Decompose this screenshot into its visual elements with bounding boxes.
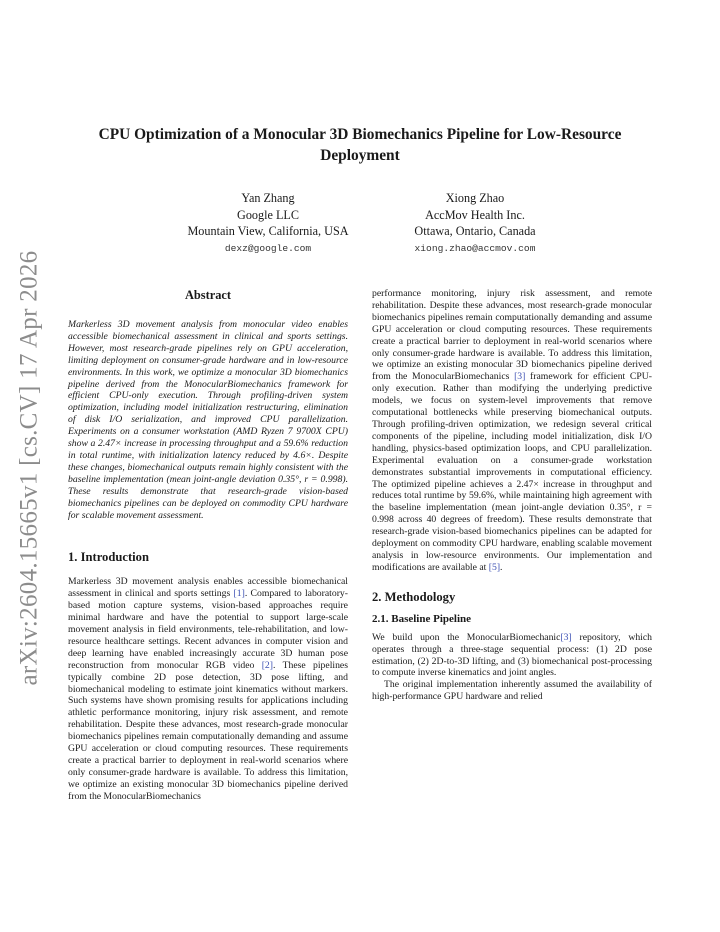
- intro-text-4: framework for efficient CPU-only execution. Rather than modifying the underlying predictive models, we focus on system-level improvements that remove computational bottlenecks while preserving biomechanical outputs. Through profiling-driven optimization, we redesign several critical components of the pipeline, including model initialization, disk I/O handling, physics-based optimization loops, and CPU parallelization. Experimental evaluation on a consumer-grade workstation demonstrates substantial improvements in computational efficiency. The optimized pipeline achieves a 2.47× increase in throughput and reduces total runtime by 59.6%, while maintaining high agreement with the baseline implementation (mean joint-angle deviation 0.35°, r = 0.998 across 40 degrees of freedom). These results demonstrate that research-grade vision-based biomechanics pipelines can be adapted for deployment on commodity CPU hardware, enabling scalable movement analysis in low-resource environments. Our implementation and modifications are available at: [372, 371, 652, 573]
- right-column: [372, 288, 652, 703]
- author-2-email[interactable]: xiong.zhao@accmov.com: [414, 242, 536, 254]
- author-1-location: Mountain View, California, USA: [187, 224, 349, 238]
- author-1: [170, 190, 366, 257]
- abstract-text: Markerless 3D movement analysis from monocular video enables accessible biomechanical assessment in clinical and sports settings. However, most research-grade pipelines rely on GPU acceleration, limiting deployment on consumer-grade hardware and in low-resource environments. In this work, we optimize a monocular 3D biomechanics pipeline derived from the MonocularBiomechanics framework for efficient CPU-only execution. Through profiling-driven system optimization, including model initialization restructuring, elimination of disk I/O serialization, and improved CPU parallelization. Experiments on a consumer workstation (AMD Ryzen 7 9700X CPU) show a 2.47× increase in processing throughput and a 59.6% reduction in total runtime, with initialization latency reduced by 4.6×. Despite these changes, biomechanical outputs remain highly consistent with the baseline implementation (mean joint-angle deviation 0.35°, r = 0.998). These results demonstrate that research-grade vision-based biomechanics pipelines can be deployed on commodity CPU hardware for scalable movement assessment.: [68, 319, 348, 521]
- author-1-name: Yan Zhang: [241, 191, 295, 205]
- intro-text-3: . These pipelines typically combine 2D pose detection, 3D pose lifting, and biomechanical modeling to estimate joint kinematics without markers. Such systems have shown promising results for applications including athletic performance monitoring, injury risk assessment, and remote rehabilitation. Despite these advances, most research-grade monocular biomechanics pipelines remain computationally demanding and assume GPU acceleration or cloud computing resources. These requirements create a practical barrier to deployment in real-world scenarios where only consumer-grade hardware is available. To address this limitation, we optimize an existing monocular 3D biomechanics pipeline derived from the MonocularBiomechanics: [68, 659, 348, 802]
- methodology-paragraph-2: The original implementation inherently assumed the availability of high-performance GPU hardware and relied: [372, 679, 652, 703]
- introduction-paragraph: [68, 576, 348, 802]
- author-2-location: Ottawa, Ontario, Canada: [414, 224, 536, 238]
- intro-continued-text: performance monitoring, injury risk assessment, and remote rehabilitation. Despite these advances, most research-grade monocular biomechanics pipelines remain computationally demanding and assume GPU acceleration or cloud computing resources. These requirements create a practical barrier to deployment in real-world scenarios where only consumer-grade hardware is available. To address this limitation, we optimize an existing monocular 3D biomechanics pipeline derived from the MonocularBiomechanics: [372, 288, 652, 383]
- arxiv-id-text: arXiv:2604.15665v1 [cs.CV] 17 Apr 2026: [15, 250, 43, 686]
- arxiv-side-identifier: [6, 250, 52, 686]
- citation-2-link[interactable]: [2]: [261, 659, 273, 671]
- methodology-paragraph-1: [372, 632, 652, 680]
- method-text-2: repository, which operates through a three-stage sequential process: (1) 2D pose estimation, (2) 2D-to-3D lifting, and (3) biomechanical post-processing to compute inverse kinematics and joint angles.: [372, 631, 652, 679]
- baseline-pipeline-subheading: 2.1. Baseline Pipeline: [372, 612, 471, 625]
- citation-3-link[interactable]: [3]: [514, 371, 526, 383]
- intro-text-end: .: [500, 561, 503, 573]
- author-1-affiliation: Google LLC: [237, 207, 299, 222]
- methodology-heading: 2. Methodology: [372, 589, 456, 604]
- author-1-email[interactable]: dexz@google.com: [224, 242, 312, 254]
- introduction-heading: 1. Introduction: [68, 550, 149, 565]
- author-2: [380, 190, 570, 257]
- citation-5-link[interactable]: [5]: [488, 561, 501, 573]
- abstract-heading: Abstract: [184, 288, 232, 302]
- intro-text-1: Markerless 3D movement analysis enables accessible biomechanical assessment in clinical and sports settings: [68, 576, 348, 600]
- citation-1-link[interactable]: [1]: [233, 588, 245, 600]
- method-text-1: We build upon the MonocularBiomechanic: [372, 631, 561, 643]
- introduction-continued: [372, 288, 652, 574]
- paper-title: CPU Optimization of a Monocular 3D Biomechanics Pipeline for Low-Resource Deployment: [98, 126, 622, 164]
- author-2-name: Xiong Zhao: [445, 191, 505, 205]
- intro-text-2: . Compared to laboratory-based motion capture systems, vision-based approaches require minimal hardware and have the potential to support large-scale movement analysis in field environments, tele-rehabilitation, and low-resource healthcare settings. Recent advances in computer vision and deep learning have enabled increasingly accurate 3D human pose reconstruction from monocular RGB video: [68, 588, 348, 671]
- left-column: [68, 288, 348, 802]
- citation-3b-link[interactable]: [3]: [560, 631, 572, 643]
- author-2-affiliation: AccMov Health Inc.: [425, 207, 525, 222]
